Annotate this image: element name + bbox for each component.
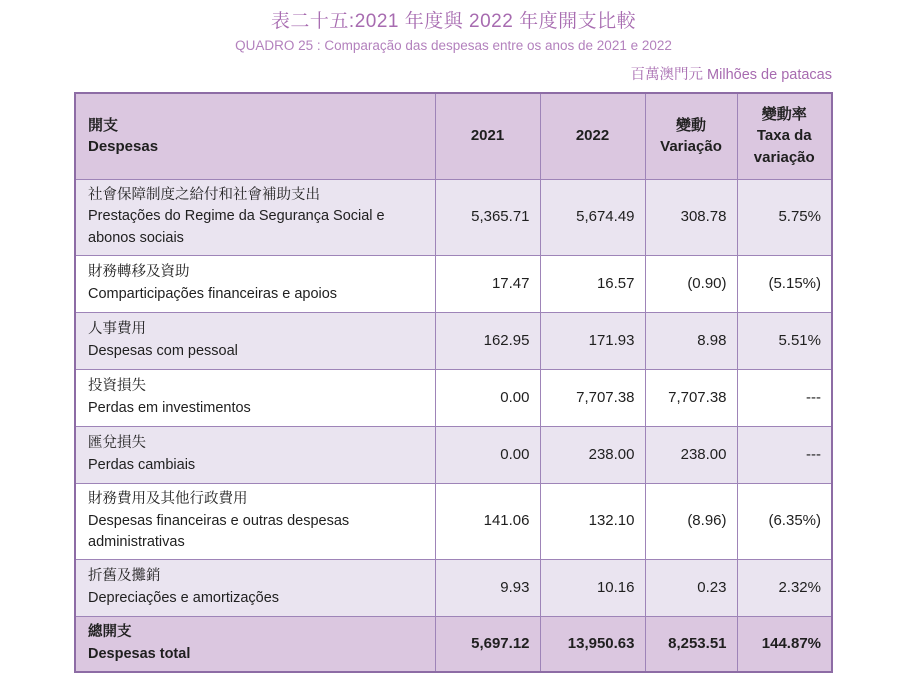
table-row-financial-transfers <box>75 255 832 312</box>
page-title: 表二十五:2021 年度與 2022 年度開支比較 <box>270 11 637 32</box>
row-label-pt: Comparticipações financeiras e apoios <box>88 285 338 302</box>
row-label-zh: 人事費用 <box>88 321 146 337</box>
total-2022: 13,950.63 <box>540 617 645 672</box>
value-2022: 5,674.49 <box>540 179 645 255</box>
total-label-zh: 總開支 <box>88 624 132 640</box>
value-rate: --- <box>737 369 832 426</box>
table-row-social-security <box>75 179 832 255</box>
table-row-depreciation <box>75 560 832 617</box>
value-2021: 0.00 <box>435 426 540 483</box>
header-2021: 2021 <box>435 93 540 179</box>
value-rate: --- <box>737 426 832 483</box>
value-rate: 5.75% <box>737 179 832 255</box>
header-rate <box>737 93 832 179</box>
row-label-zh: 財務轉移及資助 <box>88 264 190 280</box>
value-2021: 141.06 <box>435 483 540 559</box>
table-row-exchange-losses <box>75 426 832 483</box>
value-2022: 171.93 <box>540 312 645 369</box>
header-rate-pt: Taxa da variação <box>753 127 815 167</box>
row-label <box>75 312 435 369</box>
header-variation-zh: 變動 <box>675 116 706 134</box>
table-header-row <box>75 93 832 179</box>
row-label <box>75 560 435 617</box>
table-row-financial-admin-expenses <box>75 483 832 559</box>
value-2022: 10.16 <box>540 560 645 617</box>
header-2022: 2022 <box>540 93 645 179</box>
total-2021: 5,697.12 <box>435 617 540 672</box>
row-label-zh: 折舊及攤銷 <box>88 568 161 585</box>
value-rate: (5.15%) <box>737 255 832 312</box>
row-label <box>75 179 435 255</box>
row-label <box>75 483 435 559</box>
value-2021: 5,365.71 <box>435 179 540 255</box>
value-rate: 2.32% <box>737 560 832 617</box>
row-label-zh: 社會保障制度之給付和社會補助支出 <box>88 186 320 203</box>
total-rate: 144.87% <box>737 617 832 672</box>
value-variation: (8.96) <box>645 483 737 559</box>
row-label-pt: Despesas com pessoal <box>88 342 238 359</box>
value-variation: 238.00 <box>645 426 737 483</box>
table-row-investment-losses <box>75 369 832 426</box>
value-variation: 0.23 <box>645 560 737 617</box>
table-row-personnel <box>75 312 832 369</box>
row-label-zh: 投資損失 <box>88 378 146 394</box>
row-label-zh: 財務費用及其他行政費用 <box>88 490 248 507</box>
page-subtitle: QUADRO 25 : Comparação das despesas entre os anos de 2021 e 2022 <box>235 38 672 53</box>
value-2021: 162.95 <box>435 312 540 369</box>
expenses-comparison-table <box>74 92 833 673</box>
total-variation: 8,253.51 <box>645 617 737 672</box>
value-2021: 9.93 <box>435 560 540 617</box>
value-variation: 8.98 <box>645 312 737 369</box>
value-2022: 132.10 <box>540 483 645 559</box>
unit-label: 百萬澳門元 Milhões de patacas <box>630 67 832 83</box>
header-expense-pt: Despesas <box>88 138 159 156</box>
value-2022: 238.00 <box>540 426 645 483</box>
row-label-pt: Despesas financeiras e outras despesas administrativas <box>88 512 350 551</box>
header-expense <box>75 93 435 179</box>
total-label-pt: Despesas total <box>88 645 191 662</box>
value-2021: 0.00 <box>435 369 540 426</box>
header-variation <box>645 93 737 179</box>
value-rate: 5.51% <box>737 312 832 369</box>
row-label-pt: Perdas cambiais <box>88 456 196 473</box>
value-rate: (6.35%) <box>737 483 832 559</box>
row-label-pt: Perdas em investimentos <box>88 399 251 416</box>
value-2021: 17.47 <box>435 255 540 312</box>
row-label-zh: 匯兌損失 <box>88 435 146 451</box>
value-2022: 16.57 <box>540 255 645 312</box>
row-label <box>75 255 435 312</box>
value-2022: 7,707.38 <box>540 369 645 426</box>
value-variation: (0.90) <box>645 255 737 312</box>
row-label-pt: Depreciações e amortizações <box>88 590 280 606</box>
header-variation-pt: Variação <box>660 138 722 156</box>
total-label <box>75 617 435 672</box>
header-rate-zh: 變動率 <box>761 105 807 123</box>
value-variation: 7,707.38 <box>645 369 737 426</box>
table-row-total <box>75 617 832 672</box>
row-label <box>75 369 435 426</box>
row-label <box>75 426 435 483</box>
header-expense-zh: 開支 <box>88 116 119 134</box>
value-variation: 308.78 <box>645 179 737 255</box>
row-label-pt: Prestações do Regime da Segurança Social e abonos sociais <box>88 208 385 246</box>
